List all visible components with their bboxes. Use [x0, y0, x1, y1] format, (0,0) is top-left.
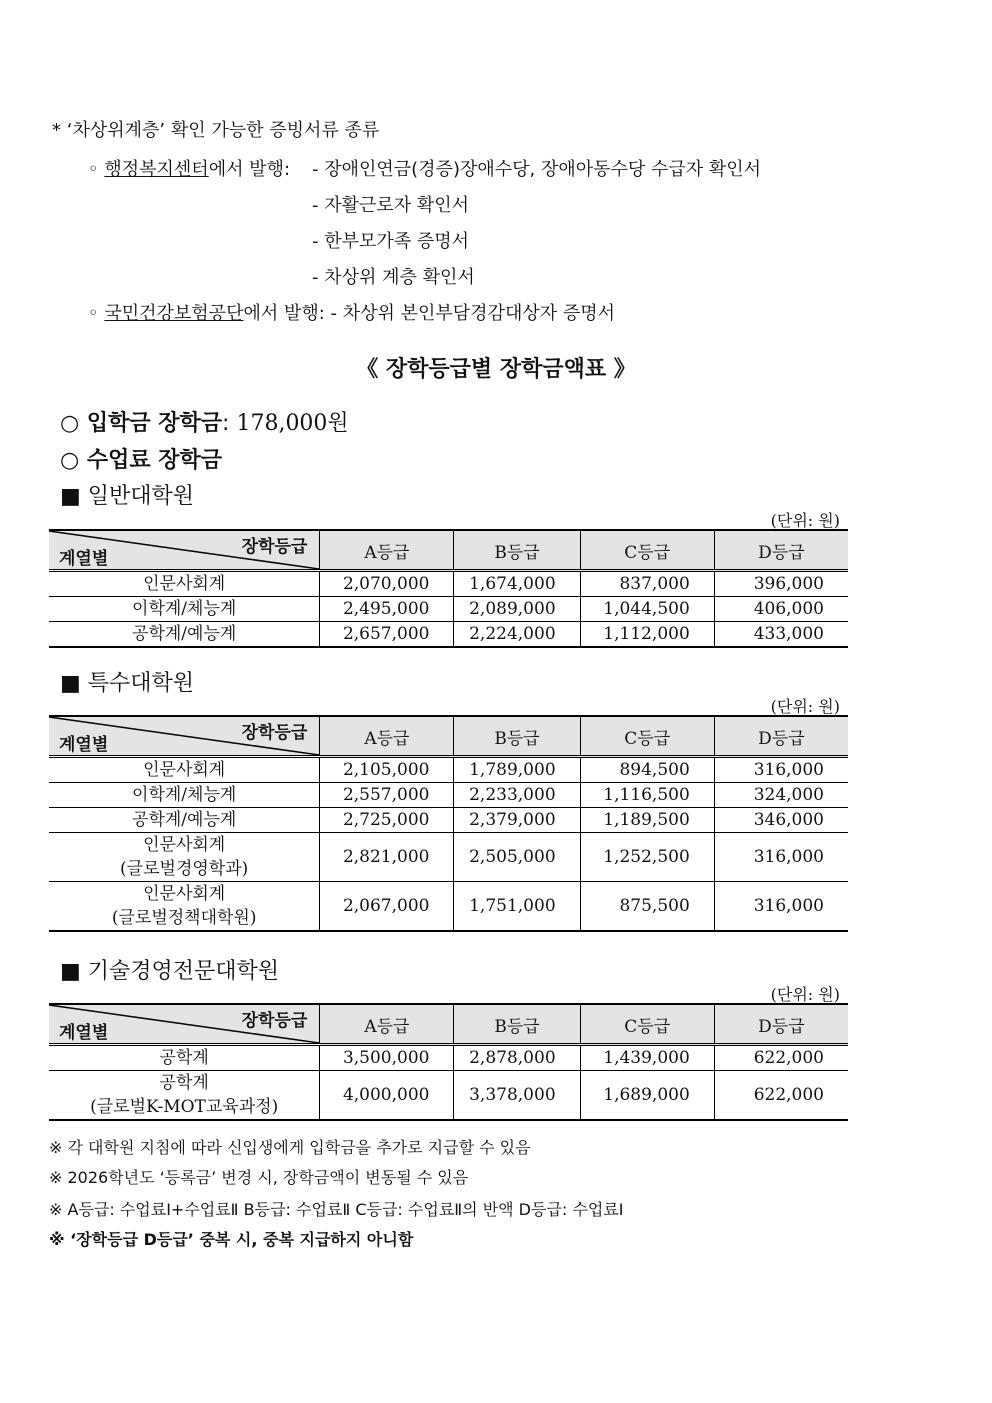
cell-c: 1,112,000 — [580, 622, 714, 648]
corner-header — [49, 1004, 320, 1045]
table-row — [49, 622, 848, 648]
cell-c: 837,000 — [580, 571, 714, 597]
row-group: 인문사회계 — [49, 571, 320, 597]
section-title-special: ■ 특수대학원 — [60, 671, 195, 696]
cell-d: 316,000 — [714, 882, 848, 932]
unit-label: (단위: 원) — [770, 511, 840, 530]
note-2: ※ 2026학년도 ‘등록금’ 변경 시, 장학금액이 변동될 수 있음 — [49, 1168, 469, 1187]
center-item-2: - 자활근로자 확인서 — [312, 195, 470, 216]
table-row — [49, 597, 848, 622]
grade-header: 장학등급 — [241, 537, 308, 557]
col-d-header: D등급 — [714, 1004, 848, 1045]
row-group-line1: 인문사회계 — [143, 884, 226, 904]
cell-a: 2,067,000 — [320, 882, 454, 932]
cell-b: 2,379,000 — [454, 808, 580, 833]
entrance-line — [60, 406, 349, 437]
group-header: 계열별 — [59, 1023, 109, 1043]
cell-b: 2,505,000 — [454, 833, 580, 882]
scholarship-table-tech — [49, 1003, 848, 1121]
note-4: ※ ‘장학등급 D등급’ 중복 시, 중복 지급하지 아니함 — [49, 1230, 414, 1249]
cell-a: 2,557,000 — [320, 783, 454, 808]
row-group: 인문사회계 — [49, 757, 320, 783]
row-group-line2: (글로벌정책대학원) — [111, 908, 257, 928]
col-d-header: D등급 — [714, 530, 848, 571]
cell-a: 4,000,000 — [320, 1071, 454, 1121]
center-office: 행정복지센터 — [104, 159, 209, 180]
insurance-office: 국민건강보험공단 — [104, 303, 244, 324]
center-line — [88, 155, 290, 181]
col-a-header: A등급 — [320, 530, 454, 571]
cell-c: 1,689,000 — [580, 1071, 714, 1121]
center-item-3: - 한부모가족 증명서 — [312, 231, 470, 252]
entrance-colon: : — [222, 411, 230, 436]
row-group — [49, 833, 320, 882]
unit-label: (단위: 원) — [770, 985, 840, 1004]
bullet: ◦ — [88, 159, 99, 180]
unit-label: (단위: 원) — [770, 697, 840, 716]
row-group: 공학계 — [49, 1045, 320, 1071]
scholarship-table-special — [49, 715, 848, 932]
page-title: 《 장학등급별 장학금액표 》 — [356, 357, 636, 382]
cell-a: 2,105,000 — [320, 757, 454, 783]
insurance-item: - 차상위 본인부담경감대상자 증명서 — [330, 303, 616, 324]
cell-b: 2,089,000 — [454, 597, 580, 622]
note-1: ※ 각 대학원 지침에 따라 신입생에게 입학금을 추가로 지급할 수 있음 — [49, 1138, 531, 1157]
scholarship-table-general — [49, 529, 848, 648]
cell-d: 622,000 — [714, 1071, 848, 1121]
cell-d: 346,000 — [714, 808, 848, 833]
note-3: ※ A등급: 수업료Ⅰ+수업료Ⅱ B등급: 수업료Ⅱ C등급: 수업료Ⅱ의 반액 D등급: 수업료Ⅰ — [49, 1200, 624, 1219]
col-b-header: B등급 — [454, 716, 580, 757]
section-title-general: ■ 일반대학원 — [60, 484, 195, 509]
table-row — [49, 833, 848, 882]
cell-c: 894,500 — [580, 757, 714, 783]
cell-d: 316,000 — [714, 757, 848, 783]
entrance-label: ○ 입학금 장학금 — [60, 411, 223, 436]
center-item-4: - 차상위 계층 확인서 — [312, 267, 475, 288]
center-item-1: - 장애인연금(경증)장애수당, 장애아동수당 수급자 확인서 — [312, 159, 762, 180]
cell-d: 433,000 — [714, 622, 848, 648]
cell-b: 2,233,000 — [454, 783, 580, 808]
grade-header: 장학등급 — [241, 723, 308, 743]
evidence-heading: * ‘차상위계층’ 확인 가능한 증빙서류 종류 — [52, 120, 380, 141]
cell-c: 1,439,000 — [580, 1045, 714, 1071]
cell-b: 1,674,000 — [454, 571, 580, 597]
grade-header: 장학등급 — [241, 1011, 308, 1031]
col-c-header: C등급 — [580, 530, 714, 571]
group-header: 계열별 — [59, 549, 109, 569]
table-row — [49, 783, 848, 808]
cell-b: 1,751,000 — [454, 882, 580, 932]
cell-a: 2,821,000 — [320, 833, 454, 882]
col-a-header: A등급 — [320, 1004, 454, 1045]
col-d-header: D등급 — [714, 716, 848, 757]
corner-header — [49, 530, 320, 571]
table-row — [49, 1045, 848, 1071]
insurance-suffix: 에서 발행: — [243, 303, 331, 324]
col-c-header: C등급 — [580, 716, 714, 757]
cell-a: 2,495,000 — [320, 597, 454, 622]
entrance-value: 178,000원 — [236, 411, 349, 436]
group-header: 계열별 — [59, 735, 109, 755]
row-group-line2: (글로벌경영학과) — [120, 859, 249, 879]
row-group-line1: 공학계 — [159, 1073, 209, 1093]
cell-b: 2,224,000 — [454, 622, 580, 648]
row-group — [49, 882, 320, 932]
table-row — [49, 571, 848, 597]
cell-d: 622,000 — [714, 1045, 848, 1071]
cell-d: 316,000 — [714, 833, 848, 882]
cell-a: 2,657,000 — [320, 622, 454, 648]
table-row — [49, 808, 848, 833]
section-title-tech: ■ 기술경영전문대학원 — [60, 959, 280, 984]
cell-a: 2,725,000 — [320, 808, 454, 833]
col-a-header: A등급 — [320, 716, 454, 757]
row-group: 이학계/체능계 — [49, 597, 320, 622]
cell-d: 324,000 — [714, 783, 848, 808]
bullet: ◦ — [88, 303, 99, 324]
cell-a: 3,500,000 — [320, 1045, 454, 1071]
corner-header — [49, 716, 320, 757]
row-group — [49, 1071, 320, 1121]
table-row — [49, 882, 848, 932]
col-c-header: C등급 — [580, 1004, 714, 1045]
cell-c: 1,252,500 — [580, 833, 714, 882]
insurance-line — [88, 299, 615, 325]
cell-c: 1,116,500 — [580, 783, 714, 808]
cell-c: 1,189,500 — [580, 808, 714, 833]
row-group-line1: 인문사회계 — [143, 835, 226, 855]
table-row — [49, 1071, 848, 1121]
tuition-label: ○ 수업료 장학금 — [60, 448, 223, 473]
cell-a: 2,070,000 — [320, 571, 454, 597]
row-group-line2: (글로벌K-MOT교육과정) — [90, 1097, 279, 1117]
row-group: 공학계/예능계 — [49, 622, 320, 648]
col-b-header: B등급 — [454, 530, 580, 571]
cell-d: 396,000 — [714, 571, 848, 597]
col-b-header: B등급 — [454, 1004, 580, 1045]
cell-b: 1,789,000 — [454, 757, 580, 783]
cell-b: 2,878,000 — [454, 1045, 580, 1071]
row-group: 공학계/예능계 — [49, 808, 320, 833]
cell-c: 1,044,500 — [580, 597, 714, 622]
row-group: 이학계/체능계 — [49, 783, 320, 808]
cell-d: 406,000 — [714, 597, 848, 622]
center-suffix: 에서 발행: — [208, 159, 291, 180]
cell-c: 875,500 — [580, 882, 714, 932]
table-row — [49, 757, 848, 783]
cell-b: 3,378,000 — [454, 1071, 580, 1121]
